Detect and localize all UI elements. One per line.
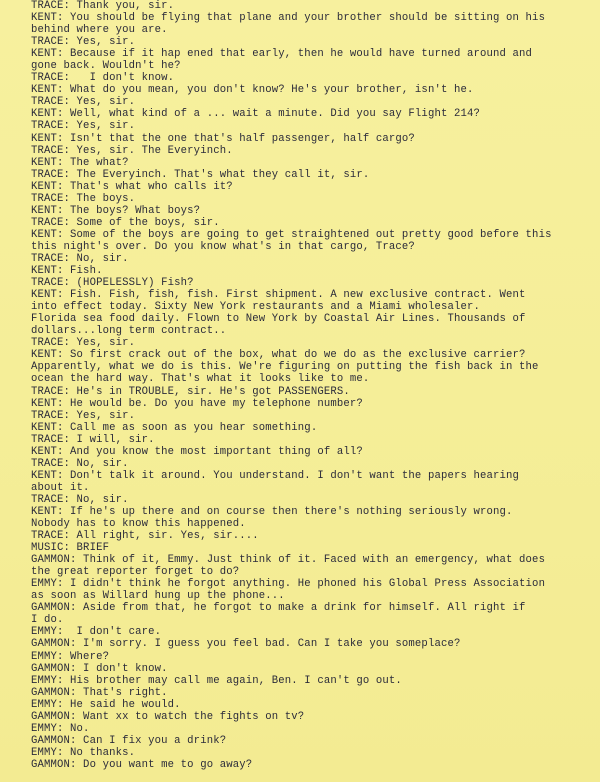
script-line: TRACE: Yes, sir. The Everyinch.	[31, 144, 233, 157]
script-line: GAMMON: Can I fix you a drink?	[31, 734, 227, 747]
script-line: GAMMON: Think of it, Emmy. Just think of it. Faced with an emergency, what does	[31, 554, 546, 567]
script-line: EMMY: I don't care.	[31, 626, 162, 639]
script-line: GAMMON: I don't know.	[31, 662, 168, 675]
script-line: TRACE: No, sir.	[31, 252, 129, 265]
script-line: KENT: Isn't that the one that's half passenger, half cargo?	[31, 132, 415, 145]
script-line: dollars...long term contract..	[31, 325, 227, 338]
script-line: KENT: Fish.	[31, 265, 103, 278]
script-line: TRACE: I will, sir.	[31, 433, 155, 446]
script-line: TRACE: Yes, sir.	[31, 96, 136, 109]
script-line: KENT: Because if it hap ened that early, then he would have turned around and	[31, 48, 533, 61]
script-line: as soon as Willard hung up the phone...	[31, 590, 285, 603]
script-line: Nobody has to know this happened.	[31, 518, 246, 531]
script-line: EMMY: He said he would.	[31, 698, 181, 711]
script-line: ocean the hard way. That's what it looks like to me.	[31, 373, 370, 386]
script-line: TRACE: Some of the boys, sir.	[31, 216, 220, 229]
script-line: I do.	[31, 614, 64, 627]
script-line: KENT: Well, what kind of a ... wait a minute. Did you say Flight 214?	[31, 108, 481, 121]
script-line: TRACE: Thank you, sir.	[31, 0, 175, 12]
script-line: gone back. Wouldn't he?	[31, 60, 181, 73]
script-line: TRACE: Yes, sir.	[31, 409, 136, 422]
script-line: TRACE: No, sir.	[31, 457, 129, 470]
script-line: MUSIC: BRIEF	[31, 542, 110, 555]
script-line: TRACE: All right, sir. Yes, sir....	[31, 530, 259, 543]
script-line: KENT: So first crack out of the box, what do we do as the exclusive carrier?	[31, 349, 526, 362]
script-line: into effect today. Sixty New York restaurants and a Miami wholesaler.	[31, 301, 481, 314]
script-line: KENT: And you know the most important thing of all?	[31, 445, 363, 458]
script-line: GAMMON: Aside from that, he forgot to make a drink for himself. All right if	[31, 602, 526, 615]
script-line: TRACE: The boys.	[31, 192, 136, 205]
script-line: EMMY: Where?	[31, 650, 110, 663]
script-body	[31, 0, 600, 771]
script-line: KENT: That's what who calls it?	[31, 180, 233, 193]
script-line: TRACE: He's in TROUBLE, sir. He's got PASSENGERS.	[31, 385, 350, 398]
script-line: KENT: What do you mean, you don't know? He's your brother, isn't he.	[31, 84, 474, 97]
script-line: TRACE: Yes, sir.	[31, 337, 136, 350]
script-line: TRACE: I don't know.	[31, 72, 175, 85]
script-line: about it.	[31, 481, 90, 494]
script-line: KENT: If he's up there and on course then there's nothing seriously wrong.	[31, 505, 513, 518]
script-line: KENT: The what?	[31, 156, 129, 169]
script-line: TRACE: (HOPELESSLY) Fish?	[31, 277, 194, 290]
script-line: TRACE: Yes, sir.	[31, 36, 136, 49]
script-line: behind where you are.	[31, 24, 168, 37]
script-line: EMMY: I didn't think he forgot anything. He phoned his Global Press Association	[31, 578, 546, 591]
script-line: KENT: Fish. Fish, fish, fish. First shipment. A new exclusive contract. Went	[31, 289, 526, 302]
script-line: KENT: Don't talk it around. You understand. I don't want the papers hearing	[31, 469, 520, 482]
script-line: GAMMON: Want xx to watch the fights on tv?	[31, 710, 305, 723]
script-line: TRACE: The Everyinch. That's what they call it, sir.	[31, 168, 370, 181]
script-line: KENT: Call me as soon as you hear something.	[31, 421, 318, 434]
script-line: EMMY: No.	[31, 722, 90, 735]
script-line: KENT: The boys? What boys?	[31, 204, 201, 217]
script-line: the great reporter forget to do?	[31, 566, 240, 579]
script-line: GAMMON: That's right.	[31, 686, 168, 699]
script-line: EMMY: No thanks.	[31, 746, 136, 759]
script-line: TRACE: No, sir.	[31, 493, 129, 506]
script-line: KENT: He would be. Do you have my telephone number?	[31, 397, 363, 410]
script-line: Apparently, what we do is this. We're figuring on putting the fish back in the	[31, 361, 539, 374]
script-line: EMMY: His brother may call me again, Ben. I can't go out.	[31, 674, 402, 687]
script-line: GAMMON: Do you want me to go away?	[31, 758, 253, 771]
script-line: this night's over. Do you know what's in that cargo, Trace?	[31, 240, 415, 253]
script-line: TRACE: Yes, sir.	[31, 120, 136, 133]
script-line: KENT: Some of the boys are going to get straightened out pretty good before this	[31, 228, 552, 241]
script-line: Florida sea food daily. Flown to New York by Coastal Air Lines. Thousands of	[31, 313, 526, 326]
script-line: KENT: You should be flying that plane and your brother should be sitting on his	[31, 12, 546, 25]
script-line: GAMMON: I'm sorry. I guess you feel bad. Can I take you someplace?	[31, 638, 461, 651]
